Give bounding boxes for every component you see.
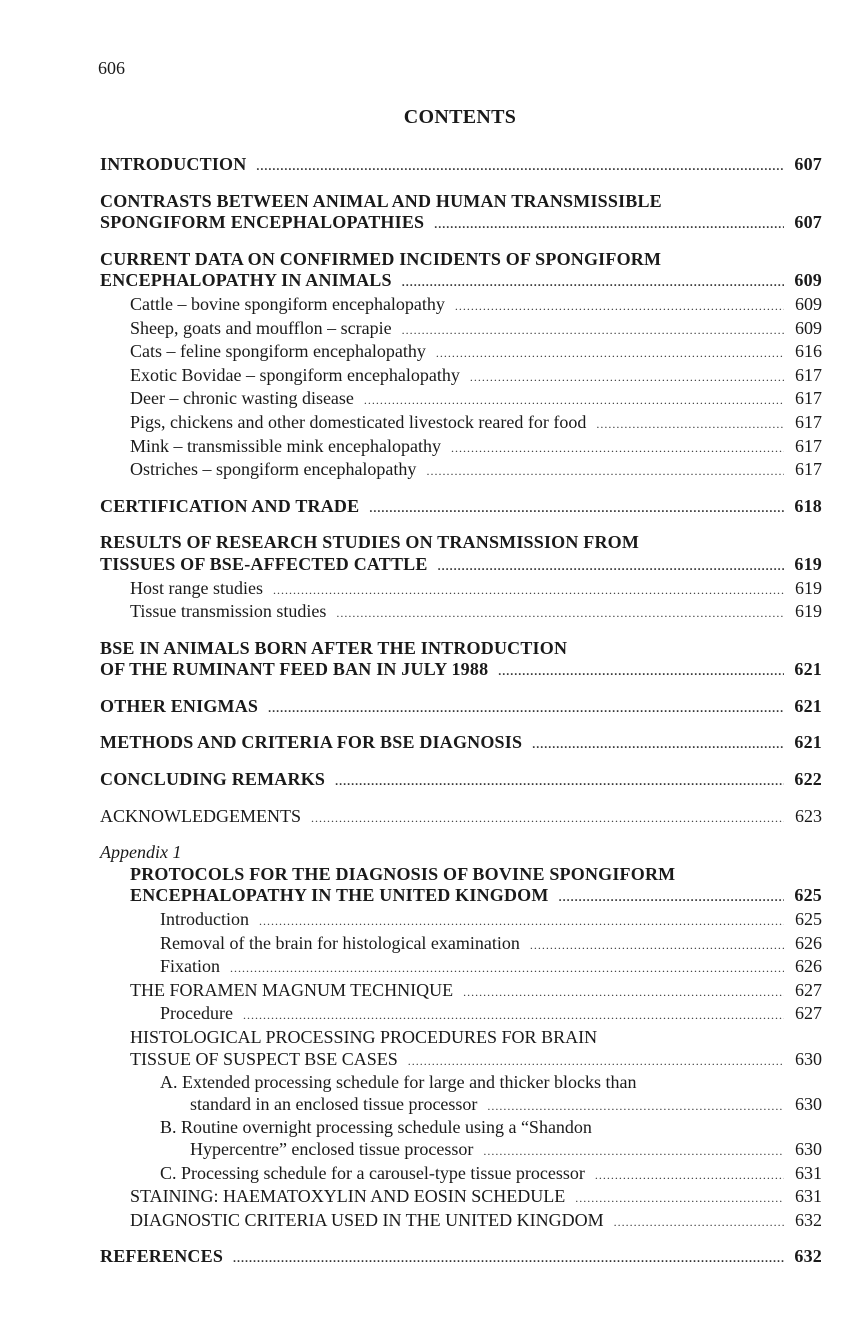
toc-subentry-cattle: Cattle – bovine spongiform encephalopathy ..... 609 [100,294,822,318]
toc-subentry-removal: Removal of the brain for histological examination ..... 626 [100,933,822,957]
toc-subentry-introduction: Introduction ..... 625 [100,909,822,933]
toc-subentry-ostriches: Ostriches – spongiform encephalopathy ..... 617 [100,459,822,483]
toc-subentry-deer: Deer – chronic wasting disease ..... 617 [100,388,822,412]
toc-entry-introduction: INTRODUCTION ..... 607 [100,154,822,178]
toc-subentry-sheep: Sheep, goats and moufflon – scrapie ..... 609 [100,318,822,342]
toc-subentry-host-range: Host range studies ..... 619 [100,578,822,602]
toc-subentry-pigs: Pigs, chickens and other domesticated livestock reared for food ..... 617 [100,412,822,436]
toc-subentry-tissue-transmission: Tissue transmission studies ..... 619 [100,601,822,625]
toc-entry-acknowledgements: ACKNOWLEDGEMENTS ..... 623 [100,806,822,830]
toc-subentry-mink: Mink – transmissible mink encephalopathy ..... 617 [100,436,822,460]
toc-subentry-cats: Cats – feline spongiform encephalopathy ..... 616 [100,341,822,365]
toc-subentry-procedure: Procedure ..... 627 [100,1003,822,1027]
toc-subentry-schedule-b: B. Routine overnight processing schedule using a “Shandon Hypercentre” enclosed tissue processor ..... 630 [100,1117,822,1162]
toc-entry-bse-animals: BSE IN ANIMALS BORN AFTER THE INTRODUCTION OF THE RUMINANT FEED BAN IN JULY 1988 ..... 621 [100,638,822,683]
toc-entry-current-data: CURRENT DATA ON CONFIRMED INCIDENTS OF SPONGIFORM ENCEPHALOPATHY IN ANIMALS ..... 609 [100,249,822,294]
toc-subentry-staining: STAINING: HAEMATOXYLIN AND EOSIN SCHEDULE ..... 631 [100,1186,822,1210]
contents-title: CONTENTS [403,106,517,128]
toc-subentry-schedule-c: C. Processing schedule for a carousel-type tissue processor ..... 631 [100,1163,822,1187]
toc-subentry-foramen: THE FORAMEN MAGNUM TECHNIQUE ..... 627 [100,980,822,1004]
toc-entry-contrasts: CONTRASTS BETWEEN ANIMAL AND HUMAN TRANSMISSIBLE SPONGIFORM ENCEPHALOPATHIES ..... 607 [100,191,822,236]
toc-entry-certification: CERTIFICATION AND TRADE ..... 618 [100,496,822,520]
toc-subentry-exotic-bovidae: Exotic Bovidae – spongiform encephalopathy ..... 617 [100,365,822,389]
toc-entry-methods: METHODS AND CRITERIA FOR BSE DIAGNOSIS ..... 621 [100,732,822,756]
toc-entry-references: REFERENCES ..... 632 [100,1246,822,1270]
toc-entry-results: RESULTS OF RESEARCH STUDIES ON TRANSMISSION FROM TISSUES OF BSE-AFFECTED CATTLE ..... 619 [100,532,822,577]
toc-entry-concluding: CONCLUDING REMARKS ..... 622 [100,769,822,793]
toc-subentry-fixation: Fixation ..... 626 [100,956,822,980]
page-number: 606 [98,58,125,78]
toc-subentry-diagnostic-criteria: DIAGNOSTIC CRITERIA USED IN THE UNITED KINGDOM ..... 632 [100,1210,822,1234]
toc-subentry-histological: HISTOLOGICAL PROCESSING PROCEDURES FOR BRAIN TISSUE OF SUSPECT BSE CASES ..... 630 [100,1027,822,1072]
toc-entry-other-enigmas: OTHER ENIGMAS ..... 621 [100,696,822,720]
table-of-contents [100,154,822,1270]
toc-subentry-schedule-a: A. Extended processing schedule for large and thicker blocks than standard in an enclosed tissue processor ..... 630 [100,1072,822,1117]
toc-entry-protocols: PROTOCOLS FOR THE DIAGNOSIS OF BOVINE SPONGIFORM ENCEPHALOPATHY IN THE UNITED KINGDOM ..... 625 [100,864,822,909]
toc-appendix-label: Appendix 1 [100,842,182,863]
